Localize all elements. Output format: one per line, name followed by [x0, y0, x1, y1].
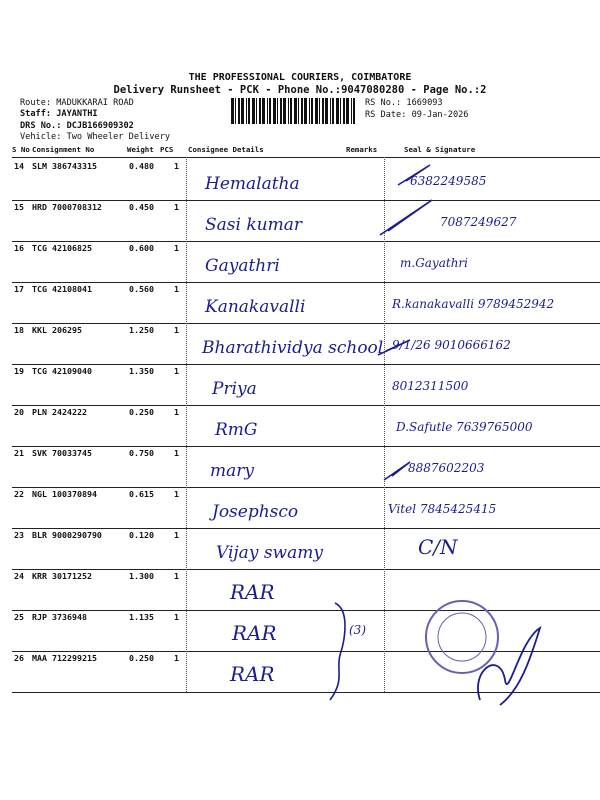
handwritten-consignee: mary: [210, 461, 254, 481]
barcode-bar: [269, 98, 271, 124]
barcode-bar: [332, 98, 334, 124]
table-row: [12, 405, 600, 446]
handwritten-consignee: Gayathri: [205, 256, 280, 276]
cell-weight: 0.615: [129, 489, 154, 499]
barcode-bar: [280, 98, 282, 124]
barcode-bar: [353, 98, 355, 124]
handwritten-consignee: Kanakavalli: [205, 297, 306, 317]
col-header-pcs: PCS: [160, 145, 174, 154]
cell-consignment: TCG 42108041: [32, 284, 92, 294]
cell-consignment: NGL 100370894: [32, 489, 97, 499]
col-header-consignment: Consignment No: [32, 145, 95, 154]
cell-pcs: 1: [174, 448, 179, 458]
handwritten-consignee: Sasi kumar: [205, 215, 302, 235]
handwritten-signature: 8012311500: [392, 379, 469, 393]
table-row: [12, 569, 600, 610]
cell-sno: 24: [14, 571, 24, 581]
barcode-bar: [294, 98, 297, 124]
barcode-bar: [288, 98, 289, 124]
handwritten-consignee: Priya: [212, 379, 257, 399]
cell-weight: 0.750: [129, 448, 154, 458]
table-row: [12, 282, 600, 323]
barcode-bar: [256, 98, 257, 124]
table-row: [12, 159, 600, 200]
handwritten-consignee: Josephsco: [212, 502, 299, 522]
handwritten-consignee: Bharathividya school: [202, 338, 384, 358]
staff-label: Staff: JAYANTHI: [20, 109, 98, 119]
handwritten-consignee: RAR: [230, 662, 275, 686]
handwritten-signature: 9/1/26 9010666162: [392, 338, 511, 352]
cell-pcs: 1: [174, 489, 179, 499]
table-row: [12, 487, 600, 528]
table-row: [12, 610, 600, 651]
header-divider: [12, 157, 600, 158]
cell-pcs: 1: [174, 571, 179, 581]
cell-weight: 1.135: [129, 612, 154, 622]
cell-pcs: 1: [174, 161, 179, 171]
runsheet-table: [12, 145, 600, 705]
barcode-bar: [319, 98, 320, 124]
col-header-weight: Weight: [127, 145, 154, 154]
cell-pcs: 1: [174, 202, 179, 212]
barcode-bar: [309, 98, 310, 124]
barcode-bar: [343, 98, 345, 124]
cell-pcs: 1: [174, 284, 179, 294]
barcode-bar: [340, 98, 341, 124]
barcode-bar: [267, 98, 268, 124]
handwritten-signature: m.Gayathri: [400, 256, 468, 270]
rs-date: RS Date: 09-Jan-2026: [365, 110, 469, 120]
drs-label: DRS No.: DCJB166909302: [20, 121, 134, 131]
cell-consignment: MAA 712299215: [32, 653, 97, 663]
cell-weight: 0.480: [129, 161, 154, 171]
barcode-bar: [315, 98, 318, 124]
rs-number: RS No.: 1669093: [365, 98, 443, 108]
cell-consignment: PLN 2424222: [32, 407, 87, 417]
cell-consignment: HRD 7000708312: [32, 202, 102, 212]
barcode-bar: [346, 98, 349, 124]
cell-sno: 20: [14, 407, 24, 417]
barcode-bar: [252, 98, 255, 124]
handwritten-consignee: RAR: [232, 621, 277, 645]
barcode-bar: [231, 98, 234, 124]
handwritten-signature: (3): [349, 623, 366, 637]
handwritten-signature: D.Safutle 7639765000: [396, 420, 533, 434]
barcode-bar: [273, 98, 276, 124]
col-header-sno: S No: [12, 145, 30, 154]
handwritten-consignee: RmG: [215, 420, 258, 440]
cell-sno: 22: [14, 489, 24, 499]
table-row: [12, 323, 600, 364]
cell-pcs: 1: [174, 407, 179, 417]
cell-weight: 0.120: [129, 530, 154, 540]
cell-sno: 14: [14, 161, 24, 171]
cell-weight: 1.350: [129, 366, 154, 376]
barcode-bar: [290, 98, 292, 124]
handwritten-signature: Vitel 7845425415: [388, 502, 497, 516]
col-header-seal: Seal & Signature: [404, 145, 476, 154]
barcode-bar: [246, 98, 247, 124]
runsheet-title: Delivery Runsheet - PCK - Phone No.:9047080280 - Page No.:2: [113, 84, 487, 96]
cell-weight: 0.560: [129, 284, 154, 294]
cell-sno: 23: [14, 530, 24, 540]
cell-consignment: RJP 3736948: [32, 612, 87, 622]
handwritten-consignee: Vijay swamy: [216, 543, 323, 563]
table-row: [12, 200, 600, 241]
cell-pcs: 1: [174, 530, 179, 540]
barcode-bar: [277, 98, 278, 124]
table-row: [12, 446, 600, 487]
cell-weight: 0.250: [129, 653, 154, 663]
barcode-bar: [241, 98, 244, 124]
handwritten-consignee: RAR: [230, 580, 275, 604]
cell-pcs: 1: [174, 243, 179, 253]
column-divider: [186, 157, 187, 692]
cell-pcs: 1: [174, 325, 179, 335]
handwritten-signature: 6382249585: [410, 174, 487, 188]
col-header-remarks: Remarks: [346, 145, 378, 154]
barcode-bar: [238, 98, 240, 124]
barcode-bar: [304, 98, 307, 124]
route-label: Route: MADUKKARAI ROAD: [20, 98, 134, 108]
cell-weight: 0.250: [129, 407, 154, 417]
cell-pcs: 1: [174, 366, 179, 376]
cell-sno: 26: [14, 653, 24, 663]
barcode-bar: [248, 98, 250, 124]
barcode-bar: [298, 98, 299, 124]
cell-sno: 16: [14, 243, 24, 253]
barcode-bar: [336, 98, 339, 124]
cell-pcs: 1: [174, 653, 179, 663]
barcode-bar: [330, 98, 331, 124]
barcode-bar: [235, 98, 236, 124]
cell-weight: 0.450: [129, 202, 154, 212]
cell-consignment: TCG 42109040: [32, 366, 92, 376]
barcode-bar: [262, 98, 265, 124]
table-row: [12, 364, 600, 405]
barcode-bar: [325, 98, 328, 124]
cell-consignment: KRR 30171252: [32, 571, 92, 581]
handwritten-signature: 8887602203: [408, 461, 485, 475]
cell-pcs: 1: [174, 612, 179, 622]
cell-sno: 18: [14, 325, 24, 335]
cell-consignment: TCG 42106825: [32, 243, 92, 253]
barcode-bar: [322, 98, 324, 124]
cell-consignment: BLR 9000290790: [32, 530, 102, 540]
col-header-consignee: Consignee Details: [188, 145, 264, 154]
cell-sno: 21: [14, 448, 24, 458]
row-divider: [12, 692, 600, 693]
handwritten-consignee: Hemalatha: [205, 174, 300, 194]
barcode-bar: [301, 98, 303, 124]
cell-consignment: SVK 70033745: [32, 448, 92, 458]
table-row: [12, 651, 600, 692]
table-row: [12, 241, 600, 282]
table-row: [12, 528, 600, 569]
vehicle-label: Vehicle: Two Wheeler Delivery: [20, 132, 171, 142]
barcode-bar: [311, 98, 313, 124]
barcode-bar: [351, 98, 352, 124]
cell-consignment: SLM 386743315: [32, 161, 97, 171]
handwritten-signature: 7087249627: [440, 215, 517, 229]
cell-sno: 19: [14, 366, 24, 376]
cell-weight: 0.600: [129, 243, 154, 253]
handwritten-signature: R.kanakavalli 9789452942: [392, 297, 555, 311]
company-title: THE PROFESSIONAL COURIERS, COIMBATORE: [188, 72, 412, 83]
cell-consignment: KKL 206295: [32, 325, 82, 335]
barcode-bar: [283, 98, 286, 124]
handwritten-signature: C/N: [418, 535, 458, 559]
barcode-icon: [231, 98, 359, 124]
cell-sno: 25: [14, 612, 24, 622]
cell-sno: 15: [14, 202, 24, 212]
cell-weight: 1.300: [129, 571, 154, 581]
cell-weight: 1.250: [129, 325, 154, 335]
barcode-bar: [259, 98, 261, 124]
cell-sno: 17: [14, 284, 24, 294]
column-divider: [384, 157, 385, 692]
